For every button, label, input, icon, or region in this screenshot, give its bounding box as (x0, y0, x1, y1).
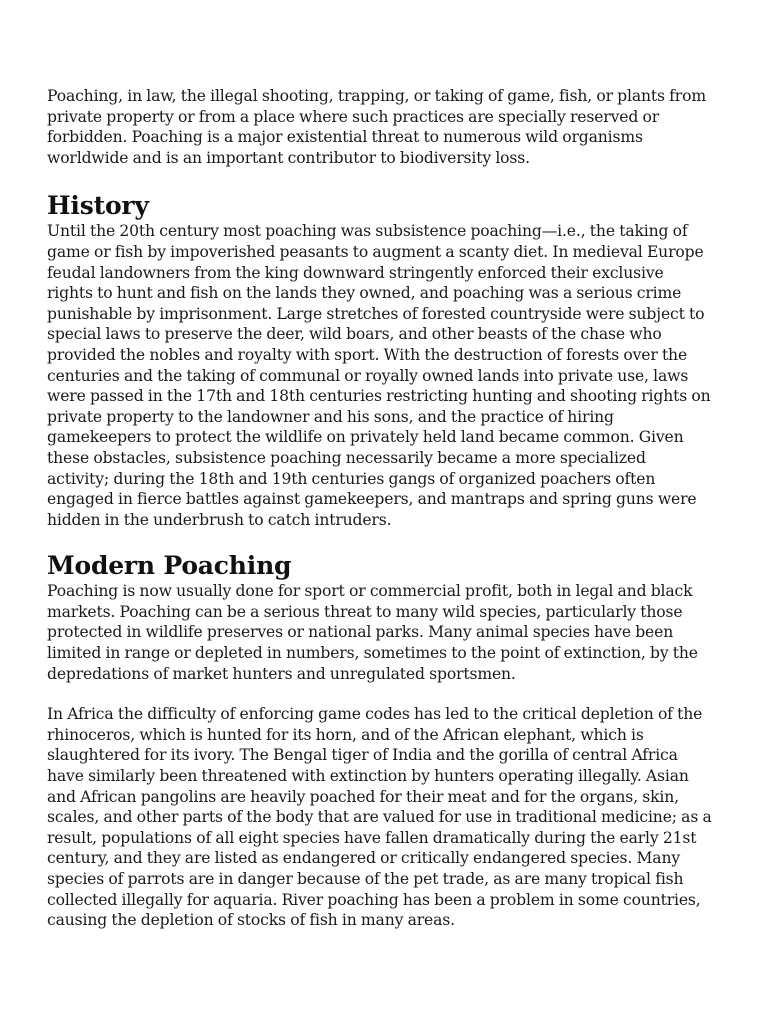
document-page (47, 86, 712, 931)
modern-poaching-heading: Modern Poaching (47, 551, 292, 581)
modern-poaching-paragraph-1: Poaching is now usually done for sport or commercial profit, both in legal and black markets. Poaching can be a serious threat to many wild species, particularly those protected in wildlife preserves or national parks. Many animal species have been limited in range or depleted in numbers, sometimes to the point of extinction, by the depredations of market hunters and unregulated sportsmen. (47, 582, 698, 683)
modern-poaching-paragraph-2: In Africa the difficulty of enforcing game codes has led to the critical depletion of the rhinoceros, which is hunted for its horn, and of the African elephant, which is slaughtered for its ivory. The Bengal tiger of India and the gorilla of central Africa have similarly been threatened with extinction by hunters operating illegally. Asian and African pangolins are heavily poached for their meat and for the organs, skin, scales, and other parts of the body that are valued for use in traditional medicine; as a result, populations of all eight species have fallen dramatically during the early 21st century, and they are listed as endangered or critically endangered species. Many species of parrots are in danger because of the pet trade, as are many tropical fish collected illegally for aquaria. River poaching has been a problem in some countries, causing the depletion of stocks of fish in many areas. (47, 705, 712, 930)
intro-paragraph: Poaching, in law, the illegal shooting, trapping, or taking of game, fish, or plants from private property or from a place where such practices are specially reserved or forbidden. Poaching is a major existential threat to numerous wild organisms worldwide and is an important contributor to biodiversity loss. (47, 87, 706, 167)
history-heading: History (47, 191, 149, 221)
history-paragraph: Until the 20th century most poaching was subsistence poaching—i.e., the taking of game or fish by impoverished peasants to augment a scanty diet. In medieval Europe feudal landowners from the king downward stringently enforced their exclusive rights to hunt and fish on the lands they owned, and poaching was a serious crime punishable by imprisonment. Large stretches of forested countryside were subject to special laws to preserve the deer, wild boars, and other beasts of the chase who provided the nobles and royalty with sport. With the destruction of forests over the centuries and the taking of communal or royally owned lands into private use, laws were passed in the 17th and 18th centuries restricting hunting and shooting rights on private property to the landowner and his sons, and the practice of hiring gamekeepers to protect the wildlife on privately held land became common. Given these obstacles, subsistence poaching necessarily became a more specialized activity; during the 18th and 19th centuries gangs of organized poachers often engaged in fierce battles against gamekeepers, and mantraps and spring guns were hidden in the underbrush to catch intruders. (47, 222, 711, 529)
